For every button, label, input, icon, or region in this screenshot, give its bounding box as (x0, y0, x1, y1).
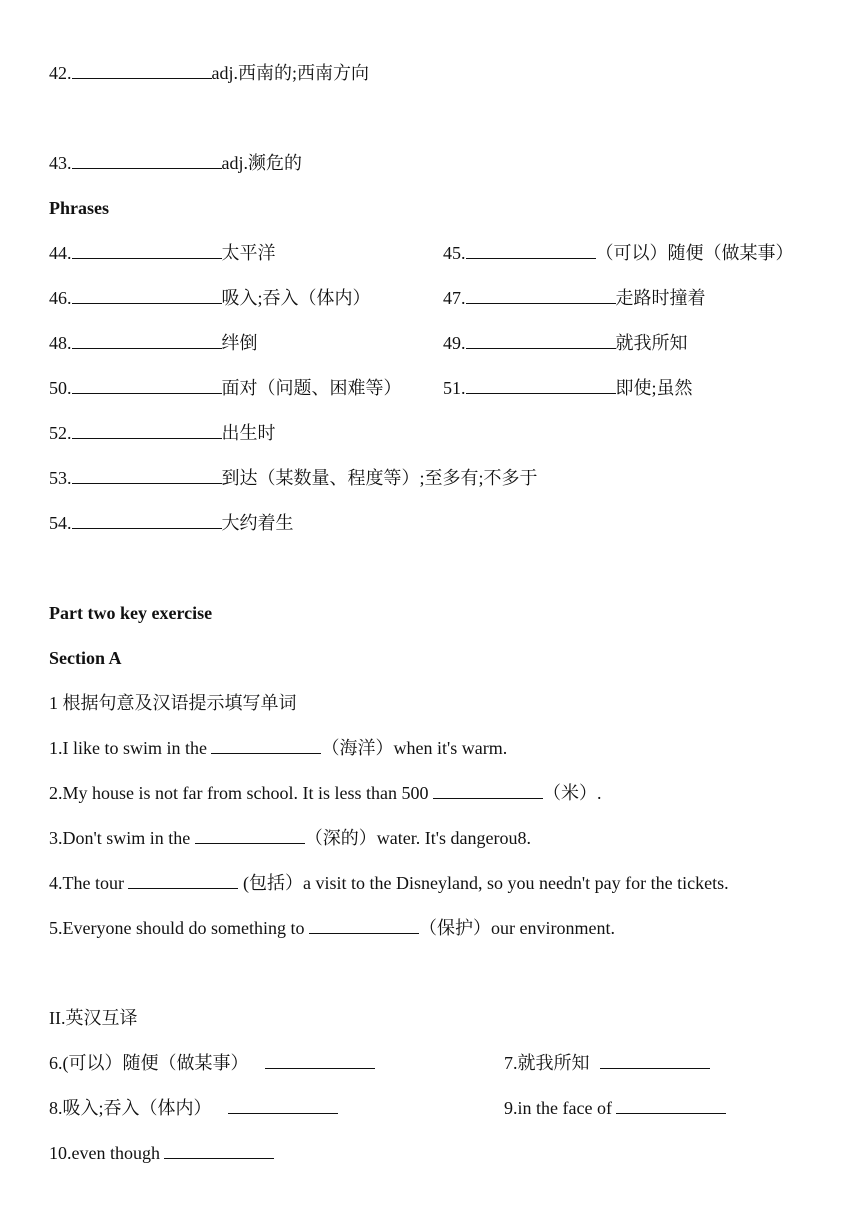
phrase-item-48 (49, 332, 258, 354)
sentence-text: 5.Everyone should do something to (49, 918, 309, 938)
item-meaning: 面对（问题、困难等） (221, 378, 402, 398)
sentence-5 (49, 917, 615, 939)
answer-blank[interactable] (72, 422, 222, 439)
translation-8 (49, 1097, 338, 1119)
answer-blank[interactable] (72, 242, 222, 259)
item-meaning: （可以）随便（做某事） (595, 243, 794, 263)
task1-title: 1 根据句意及汉语提示填写单词 (49, 693, 297, 713)
answer-blank[interactable] (72, 332, 222, 349)
sentence-4 (49, 872, 729, 894)
sentence-3 (49, 827, 531, 849)
phrase-item-54 (49, 512, 294, 534)
translation-7 (504, 1052, 710, 1074)
item-number: 43. (49, 153, 72, 173)
item-number: 44. (49, 243, 72, 263)
item-number: 49. (443, 333, 466, 353)
phrase-item-53 (49, 467, 538, 489)
translation-9 (504, 1097, 726, 1119)
item-number: 52. (49, 423, 72, 443)
answer-blank[interactable] (265, 1052, 375, 1069)
item-number: 54. (49, 513, 72, 533)
answer-blank[interactable] (164, 1142, 274, 1159)
part-two-heading: Part two key exercise (49, 603, 213, 623)
translation-prompt: 6.(可以）随便（做某事） (49, 1053, 249, 1073)
item-number: 48. (49, 333, 72, 353)
item-meaning: adj.濒危的 (221, 153, 302, 173)
sentence-text: （米）. (542, 783, 602, 803)
sentence-text: 1.I like to swim in the (49, 738, 212, 758)
item-meaning: 太平洋 (221, 243, 276, 263)
answer-blank[interactable] (466, 332, 616, 349)
phrase-item-47 (443, 287, 706, 309)
item-meaning: 走路时撞着 (615, 288, 706, 308)
sentence-text: （海洋）when it's warm. (321, 738, 508, 758)
sentence-text: 2.My house is not far from school. It is less than 500 (49, 783, 433, 803)
item-meaning: 吸入;吞入（体内） (221, 288, 371, 308)
answer-blank[interactable] (309, 917, 419, 934)
item-number: 47. (443, 288, 466, 308)
phrase-item-44 (49, 242, 276, 264)
answer-blank[interactable] (72, 467, 222, 484)
phrase-item-50 (49, 377, 402, 399)
item-meaning: adj.西南的;西南方向 (211, 63, 369, 83)
phrases-heading: Phrases (49, 198, 109, 218)
item-meaning: 出生时 (221, 423, 276, 443)
item-number: 45. (443, 243, 466, 263)
sentence-text: 4.The tour (49, 873, 129, 893)
task2-title: II.英汉互译 (49, 1008, 138, 1028)
item-meaning: 大约着生 (221, 513, 294, 533)
answer-blank[interactable] (72, 287, 222, 304)
item-number: 53. (49, 468, 72, 488)
sentence-1 (49, 737, 507, 759)
sentence-text: (包括）a visit to the Disneyland, so you needn't pay for the tickets. (238, 873, 729, 893)
answer-blank[interactable] (72, 152, 222, 169)
answer-blank[interactable] (195, 827, 305, 844)
item-meaning: 就我所知 (615, 333, 688, 353)
translation-prompt: 10.even though (49, 1143, 165, 1163)
vocab-item-43 (49, 152, 302, 174)
answer-blank[interactable] (466, 377, 616, 394)
item-number: 46. (49, 288, 72, 308)
phrase-item-49 (443, 332, 688, 354)
phrase-item-52 (49, 422, 276, 444)
translation-10 (49, 1142, 274, 1164)
item-meaning: 到达（某数量、程度等）;至多有;不多于 (221, 468, 538, 488)
translation-prompt: 7.就我所知 (504, 1053, 590, 1073)
vocab-item-42 (49, 62, 369, 84)
answer-blank[interactable] (128, 872, 238, 889)
translation-6 (49, 1052, 375, 1074)
answer-blank[interactable] (72, 62, 212, 79)
item-number: 51. (443, 378, 466, 398)
item-number: 42. (49, 63, 72, 83)
section-a-heading: Section A (49, 648, 122, 668)
sentence-text: （保护）our environment. (418, 918, 615, 938)
sentence-text: 3.Don't swim in the (49, 828, 195, 848)
answer-blank[interactable] (600, 1052, 710, 1069)
item-meaning: 即使;虽然 (615, 378, 693, 398)
phrase-item-45 (443, 242, 794, 264)
answer-blank[interactable] (616, 1097, 726, 1114)
answer-blank[interactable] (466, 242, 596, 259)
translation-prompt: 9.in the face of (504, 1098, 617, 1118)
sentence-2 (49, 782, 601, 804)
item-meaning: 绊倒 (221, 333, 258, 353)
answer-blank[interactable] (228, 1097, 338, 1114)
answer-blank[interactable] (211, 737, 321, 754)
item-number: 50. (49, 378, 72, 398)
answer-blank[interactable] (433, 782, 543, 799)
answer-blank[interactable] (72, 377, 222, 394)
answer-blank[interactable] (72, 512, 222, 529)
phrase-item-46 (49, 287, 371, 309)
translation-prompt: 8.吸入;吞入（体内） (49, 1098, 212, 1118)
answer-blank[interactable] (466, 287, 616, 304)
phrase-item-51 (443, 377, 693, 399)
sentence-text: （深的）water. It's dangerou8. (304, 828, 531, 848)
